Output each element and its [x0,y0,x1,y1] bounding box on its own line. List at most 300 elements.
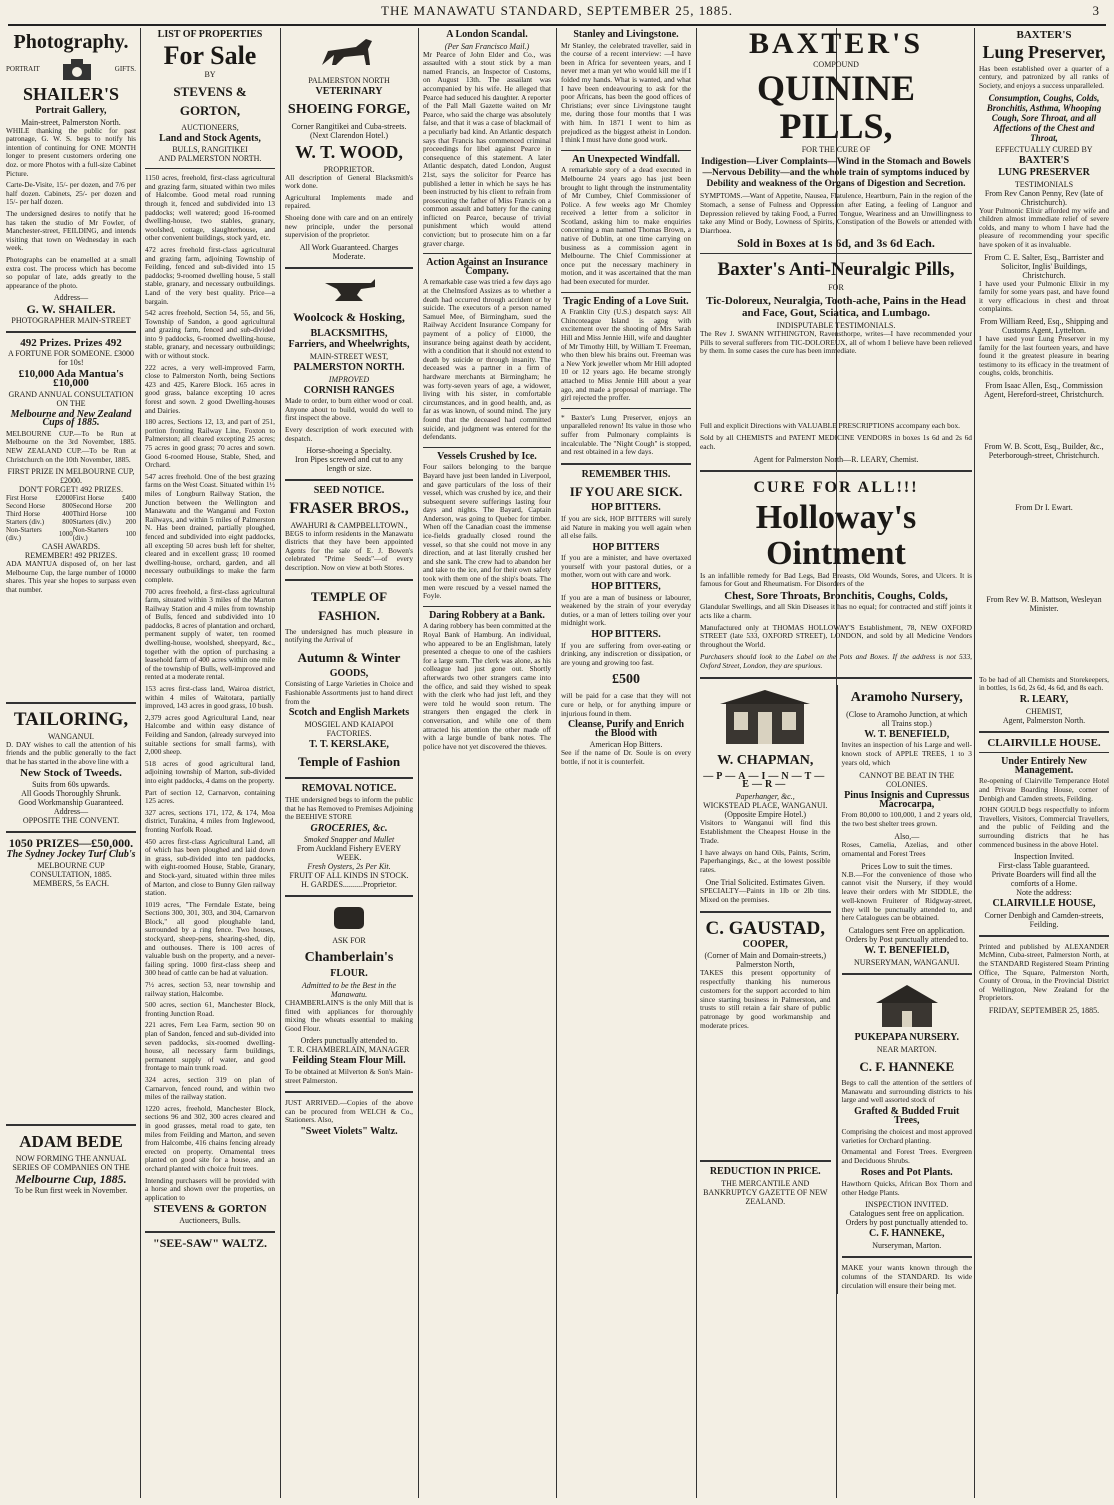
goods-body: Consisting of Large Varieties in Choice and Fashionable Assortments just to hand direct from the [285,679,413,706]
chapman-name: W. CHAPMAN, [717,752,814,768]
removal-body: THE undersigned begs to inform the public that he has Removed to Premises Adjoining the BEEHIVE STORE [285,795,413,822]
reward-amount: £500 [612,672,640,688]
note-address: Note the address: [1016,888,1072,898]
divider [979,731,1109,733]
table-cell: 800 [62,502,73,511]
robbery-body: A daring robbery has been committed at the Royal Bank of Hamburg. An individual, who appeared to be an Englishman, lately presented a cheque to one of the cashiers for a large sum. The clerk was alone, as his colleague had just gone out. Shortly afterwards two other strangers came into the office, and said they wished to speak with the clerk who had just left, and they were told he would soon return. The strangers then engaged the clerk in conversation, and while one of them attracted his attention the other made off with a large bundle of bank notes. The police have not yet discovered the thieves. [423,621,551,751]
property-item: 2,379 acres good Agricultural Land, near Halcombe and within easy distance of Feilding and Sandon, (already surveyed into suitable sections for small farms), with 2,000 sheep. [145,712,275,757]
full-directions: Full and explicit Directions with VALUABLE PRESCRIPTIONS accompany each box. [700,421,961,431]
lung-preserver: Lung Preserver, [982,41,1106,62]
auctioneers: AUCTIONEERS, [181,122,239,132]
chapman-body: Visitors to Wanganui will find this Establishment the Cheapest House in the Trade. [700,818,831,845]
horse-shoeing: Horse-shoeing a Specialty. [306,446,392,456]
also-label: Also,— [894,831,920,841]
factories: FACTORIES. [326,728,372,738]
column-divider [280,28,281,1498]
column-2 [145,28,275,1498]
divider [285,895,413,897]
cornish-body-2: Every description of work executed with despatch. [285,424,413,443]
from-ewart: From Dr I. Ewart. [1015,502,1073,512]
seed-notice: SEED NOTICE. [313,485,385,497]
london-scandal-title: A London Scandal. [446,29,528,40]
chest-sore-throats: Chest, Sore Throats, Bronchitis, Coughs, Colds, [724,590,948,603]
sydney-body-space [6,888,136,1118]
baxter-agent: Agent for Palmerston North—R. LEARY, Chemist. [753,454,919,464]
neuralgic-testimonial: The Rev J. SWANN WITHINGTON, Ravensthorpe, writes—I have recommended your Pills to several sufferers from TIC-DOLOREUX, all of whom I believe have been relieved by them. In some cases the cure has been immediate. [700,328,972,356]
table-cell: First Horse [72,494,105,503]
horse-icon [314,31,384,73]
just-arrived: JUST ARRIVED.—Copies of the above can be procured from WELCH & Co., Stationers. Also, [285,1098,413,1125]
grafted-body: Comprising the choicest and most approved varieties for Orchard planting. [841,1126,972,1145]
prizes-close: FIRST PRIZE IN MELBOURNE CUP, £2000. [7,467,135,486]
table-cell: 200 [125,518,136,527]
divider [285,777,413,779]
nurseryman-marton: Nurseryman, Marton. [872,1241,942,1251]
aramoho-body: Invites an inspection of his Large and well-known stock of APPLE TREES, 1 to 3 years old, which [841,740,972,767]
gallery-notice: The undersigned desires to notify that he has taken the studio of Mr Fowler, of Manchester-street, FEILDING, and intends visiting that town on Wednesday in each week. [6,208,136,253]
see-saw-waltz: "SEE-SAW" WALTZ. [152,1235,268,1250]
proprietor-label: PROPRIETOR. [323,164,375,174]
wood-body-3: Shoeing done with care and on an entirely new principle, under the personal supervision of the proprietor. [285,212,413,240]
col6-lower-left [700,685,831,1294]
tailoring-suits: Suits from 60s upwards. [32,779,110,789]
divider [979,752,1109,753]
palmerston-north-2: PALMERSTON NORTH. [293,361,405,373]
grafted-budded: Grafted & Budded Fruit Trees, [854,1106,960,1127]
column-1 [6,28,136,1498]
divider [285,1091,413,1093]
hop-bitters-2: HOP BITTERS [592,541,660,553]
testimonials-label: TESTIMONIALS [1014,179,1074,189]
hop-body-1: If you are sick, HOP BITTERS will surely aid Nature in making you well again when all else fails. [561,513,691,541]
gallery-addr: Main-street, Palmerston North. [21,117,121,127]
milverton-note: To be obtained at Milverton & Son's Main-street Palmerston. [285,1066,413,1085]
hop-bitters-3: HOP BITTERS, [591,581,661,593]
fraser-body: BEGS to inform residents in the Manawatu districts that they have been appointed Agents for the sale of E. J. Bowen's celebrated "Prime Seeds"—of every description. Now on view at both Stores. [285,528,413,573]
divider [423,447,551,448]
aramoho-sub: (Close to Aramoho Junction, at which all Trains stop.) [846,709,968,728]
blacksmiths: BLACKSMITHS, [310,327,388,339]
divider [285,267,413,269]
removal-notice: REMOVAL NOTICE. [301,783,397,795]
table-cell: Starters (div.) [6,518,45,527]
wickstead-place: WICKSTEAD PLACE, WANGANUI. [703,801,828,811]
windfall-body: A remarkable story of a dead executed in Melbourne 24 years ago has just been brought to light through the instrumentality of Mr Cumbey, Chief Commissioner of Police. A few weeks ago Mr Chomley received a letter from a solicitor in Scotland, asking him to make enquiries concerning a man named Thomas Brown, a native of Dublin, at one time carrying on business as a commission agent in Melbourne. The Chief Commissioner at once put the necessary machinery in motion, and it was ascertained that the man had been executed for murder. [561,165,691,287]
property-item: 327 acres, sections 171, 172, & 174, Moa district, Turakina, 4 miles from Inglewood, fronting Norfolk Road. [145,807,275,834]
gallery-body: WHILE thanking the public for past patronage, G. W. S. begs to notify his intention of continuing for ONE MONTH longer to present customers ordering one doz. or more Photos with a full-size Cabinet Picture. [6,125,136,178]
catalogue-free: Catalogues sent free on application. [849,1209,964,1219]
smoked-snapper: Smoked Snapper and Mullet [303,835,395,845]
tailoring-title: TAILORING, [13,708,129,730]
divider [6,702,136,704]
prizes-dont-forget: DON'T FORGET! 492 PRIZES. [19,485,123,495]
london-scandal-body: Mr Pearce of John Elder and Co., was assaulted with a stout stick by a man named Francis, an Inspector of Customs, on August 13th. The assailant was accompanied by his wife. He alleged that Pearce had seduced his daughter. A reporter of the Pall Mall Gazette waited on Mr Pearce, who said the charge was absolutely false, and that it was a case of blackmail of a peculiarly bad kind. An Atlantic despatch says that Francis has commenced criminal proceedings for libel against Pearce in consequence of this statement. A later Atlantic despatch, dated London, August 21st, says the solicitor for Pearce has published a letter in which he says he has been instructed by his client to refrain from prosecuting the father of Miss Francis on a common assault and battery for the caning inflicted on Pearce, because of trivial punishment which would attend conviction; but to prosecute him on a far graver charge. [423,49,551,248]
property-item: 153 acres first-class land, Wairoa district, within 4 miles of Waitotara, partially improved, 143 acres in good grass, 10 bush. [145,684,275,711]
stanley-body: Mr Stanley, the celebrated traveller, said in the course of a recent interview: —I have been in Africa for seventeen years, and I never met a man yet who would kill me if I folded my hands. What is wanted, and what I have been endeavouring to ask for the poor Africans, has been the good offices of Christians; ever since Livingstone taught me, during those four months that I was with him. In 1871 I went to him as prejudiced as the biggest atheist in London. I think I must have done good work. [561,40,691,145]
wood-body-2: Agricultural Implements made and repaired. [285,192,413,211]
pinus-insignis: Pinus Insignis and Cupressus Macrocarpa, [844,789,970,810]
prices-low: Prices Low to suit the times. [861,861,953,871]
roses-pot-plants: Roses and Pot Plants. [860,1167,953,1179]
gifts-label: GIFTS. [114,64,136,73]
hanneke-name-2: C. F. HANNEKE, [869,1228,945,1240]
ornamental-trees: Ornamental and Forest Trees. Evergreen and Deciduous Shrubs. [841,1147,972,1166]
make-wants-known: MAKE your wants known through the columns of the STANDARD. Its wide circulation will ensure their being met. [841,1263,972,1290]
roses-camelia: Roses, Camelia, Azelias, and other ornamental and Forest Trees [841,839,972,858]
nursery-house-icon [872,981,942,1031]
divider [561,150,691,151]
photo-subrow [6,56,136,82]
property-item: 7½ acres, section 53, near township and railway station, Halcombe. [145,980,275,998]
clairville-house: CLAIRVILLE HOUSE. [987,736,1101,749]
kerslake: T. T. KERSLAKE, [309,738,389,750]
gardes-proprietor: H. GARDES..........Proprietor. [301,880,397,890]
veterinary: VETERINARY [315,86,383,97]
top-rule [8,24,1106,26]
property-item: 547 acres freehold. One of the best grazing farms on the West Coast. Situated within 1½ miles of Longburn Railway Station, the Junction between the Wellington and Manawatu and the Wanganui and Foxton Railways, and within 5 miles of Palmerston N. Has been drained, partially ploughed, fenced and subdivided into eight paddocks, all excepting 50 acres bush left for shelter, cleared and in excellent grass; 10 roomed dwelling-house, orchard, garden, and all necessary outbuildings to make the farm complete. [145,471,275,584]
gaustad-name: C. GAUSTAD, [705,917,825,939]
table-cell: Starters (div.) [72,518,111,527]
chemist-label: CHEMIST, [1025,706,1063,716]
gould-body: JOHN GOULD begs respectfully to inform Travellers, Visitors, Commercial Travellers, and the public of Feilding and the surrounding districts that he has commenced business in the above Hotel. [979,805,1109,849]
property-item: 1019 acres, "The Ferndale Estate, being Sections 300, 301, 303, and 304, Carnarvon Block," all good ploughable land, surrounded by a ring fence. Two houses, stockyard, sheep-pens, shearing-shed, dip, and outhouses. There is 100 acres of valuable bush on the property, and a never-failing spring. 1000 first-class sheep and 300 head of cattle can be had at valuation. [145,899,275,978]
hanneke-name: C. F. HANNEKE [859,1058,955,1074]
flour-label: FLOUR. [330,968,368,980]
divider [423,253,551,254]
tailoring-opposite: OPPOSITE THE CONVENT. [22,815,120,825]
to-be-had: To be had of all Chemists and Storekeepers, in bottles, 1s 6d, 2s 6d, 4s 6d, and 8s each. [979,674,1109,693]
gallery-sub: Portrait Gallery, [35,105,107,116]
ask-for: ASK FOR [332,936,366,946]
quinine-symptoms: SYMPTOMS.—Want of Appetite, Nausea, Flatulence, Heartburn, Pain in the region of the Stomach, a sense of Fulness and Oppression after Eating, a feeling of Languor and Depression relieved by taking Food, a Furred Tongue, Weariness and an Unwillingness to take any Mind or Body, Lowness of Spirits, Constipation of the Bowels or attended with Diarrhoea. [700,191,972,236]
reopening-notice: Re-opening of Clairville Temperance Hotel and Private Boarding House, corner of Denbigh and Camden streets, Feilding. [979,776,1109,803]
divider [979,935,1109,937]
column-divider [556,28,557,1498]
table-cell: Non-Starters (div.) [72,526,109,543]
column-divider [696,28,697,1498]
from-salter: From C. E. Salter, Esq., Barrister and Solicitor, Inglis' Buildings, Christchurch. [984,252,1104,280]
holloways-ointment: Holloway's Ointment [755,498,917,572]
table-cell: 400 [62,510,73,519]
prizes-fortune: A FORTUNE FOR SOMEONE. £3000 for 10s! [8,349,134,368]
american-hop-bitters: American Hop Bitters. [589,740,663,750]
gallery-sign-1: Address— [53,293,89,303]
under-management: Under Entirely New Management. [1001,756,1087,776]
robbery-title: Daring Robbery at a Bank. [429,609,545,621]
wood-name: W. T. WOOD, [295,141,403,162]
property-item: 450 acres first-class Agricultural Land, all of which has been ploughed and laid down in grass, sub-divided into ten paddocks, with eight-roomed House, Stable, Granary, and Stock-yard, situated within three miles of Marton, and close to Bunny Glen railway station. [145,836,275,898]
divider [6,1124,136,1126]
camera-icon [57,56,97,82]
property-item: 500 acres, section 61, Manchester Block, fronting Junction Road. [145,1000,275,1018]
table-cell: Third Horse [6,510,41,519]
hop-bitters-4: HOP BITTERS. [591,629,661,641]
tailoring-goods: All Goods Thoroughly Shrunk. [21,788,121,798]
manager-label: T. R. CHAMBERLAIN, MANAGER [288,1045,410,1055]
photography-title: Photography. [13,31,129,53]
from-allen: From Isaac Allen, Esq., Commission Agent, Hereford-street, Christchurch. [984,380,1104,399]
painter-label: —P—A—I—N—T—E—R— [703,770,828,791]
gallery-note: Photographs can be enamelled at a small extra cost. The process which has become so popular of late, adds greatly to the appearance of the photo. [6,254,136,290]
holloway-manufactured: Manufactured only at THOMAS HOLLOWAY'S Establishment, 78, NEW OXFORD STREET (late 533, OXFORD STREET), LONDON, and sold by all Medicine Vendors throughout the World. [700,622,972,650]
reward-body: will be paid for a case that they will not cure or help, or for anything impure or injurious found in them. [561,691,691,718]
firm-sign-2: Auctioneers, Bulls. [179,1215,241,1225]
chamberlain-body: CHAMBERLAIN'S is the only Mill that is fitted with appliances for thoroughly mixing the wheats essential to making Good Flour. [285,997,413,1033]
lung-preserver-caps: LUNG PRESERVER [998,166,1090,178]
chapman-stock: I have always on hand Oils, Paints, Scrim, Paperhangings, &c., at the lowest possible rates. [700,847,831,875]
table-cell: Second Horse [6,502,46,511]
cannot-be-beat: CANNOT BE BEAT IN THE COLONIES. [859,770,955,789]
admitted-best: Admitted to be the Best in the Manawatu. [301,980,397,999]
tailoring-addr: Address— [53,806,89,816]
near-marton: NEAR MARTON. [876,1044,937,1054]
divider [285,479,413,481]
column-6 [700,28,972,1498]
tailoring-body: D. DAY wishes to call the attention of his friends and the public generally to the fact that he has started in the above line with a [6,739,136,766]
cleanse-purify: Cleanse, Purify and Enrich the Blood with [567,719,685,739]
hanneke-body: Begs to call the attention of the settlers of Manawatu and surrounding districts to his large and well assorted stock of [841,1077,972,1105]
one-trial: One Trial Solicited. Estimates Given. [705,877,826,887]
column-divider [974,28,975,1498]
sydney-members: MEMBERS, 5s EACH. [32,879,109,889]
benefield-name-2: W. T. BENEFIELD, [864,945,950,957]
imprint-date: FRIDAY, SEPTEMBER 25, 1885. [988,1005,1100,1015]
temple-body: The undersigned has much pleasure in notifying the Arrival of [285,626,413,645]
holloway-body-2: Glandular Swellings, and all Skin Diseases it has no equal; for contracted and stiff joints it acts like a charm. [700,601,972,620]
adam-bede-title: ADAM BEDE [19,1132,123,1152]
cornish-body: Made to order, to burn either wood or coal. Anyone about to build, would do well to first inspect the above. [285,396,413,423]
table-cell: £400 [122,494,136,503]
tailoring-guarantee: Good Workmanship Guaranteed. [18,797,124,807]
inspection-invited: INSPECTION INVITED. [865,1200,949,1210]
remember-this: REMEMBER THIS. [581,468,671,480]
masthead-title: THE MANAWATU STANDARD, SEPTEMBER 25, 1885. [381,3,733,18]
baxters-heading: BAXTER'S [748,28,924,60]
property-item: 472 acres freehold first-class agricultural and grazing farm, adjoining Township of Feilding, fenced and sub-divided into 15 paddocks; 9-roomed dwelling house, 5 stall stable, granary, and necessary outbuildings. Land of the very best quality. Price—a bargain. [145,244,275,306]
flour-sack-icon [324,903,374,933]
clairville-house-2: CLAIRVILLE HOUSE, [992,898,1096,910]
prizes-title: 492 Prizes. Prizes 492 [20,336,122,349]
compound-label: COMPOUND [813,60,859,69]
mercantile-gazette: THE MERCANTILE AND BANKRUPTCY GAZETTE OF NEW ZEALAND. [703,1178,828,1206]
property-item: 222 acres, a very well-improved Farm, close to Palmerston North, being Sections 423 and 425, Karere Block. 165 acres in good grass, balance excepting 10 acres forest and sown. 2 good Dwelling-houses and Dairies. [145,362,275,415]
fruit-label: FRUIT OF ALL KINDS IN STOCK. [289,871,409,881]
property-list [145,174,275,1173]
palmerston-north: PALMERSTON NORTH [308,76,390,85]
remember-prizes: REMEMBER! 492 PRIZES. [24,551,118,561]
tragic-title: Tragic Ending of a Love Suit. [563,295,689,307]
divider [145,168,275,169]
snapper-sub: From Auckland Fishery EVERY WEEK. [296,844,402,863]
firm-sign: STEVENS & GORTON [153,1203,267,1216]
fresh-oysters: Fresh Oysters, 2s Per Kit. [307,862,391,872]
property-item: 1150 acres, freehold, first-class agricultural and grazing farm, situated within two miles of Halcombe. Good metal road running through it, fenced and subdivided into 13 paddocks; well watered; good 16-roomed dwelling-house, two stables, granary, woolshed, cottage, slaughterhouse, and other convenient buildings, stock yard, etc. [145,173,275,243]
divider [6,331,136,333]
chapman-specialty: SPECIALTY—Paints in 1lb or 2lb tins. Mixed on the premises. [700,885,831,904]
hop-body-3: If you are a man of business or labourer, weakened by the strain of your everyday duties, or a man of letters toiling over your midnight work. [561,592,691,628]
leary-name: R. LEARY, [1019,694,1069,706]
hop-bitters-1: HOP BITTERS. [591,502,661,514]
for-label: FOR [828,282,844,292]
cornish-ranges: CORNISH RANGES [303,384,395,396]
sold-in-boxes: Sold in Boxes at 1s 6d, and 3s 6d Each. [737,235,935,250]
palmerston-label: AND PALMERSTON NORTH. [158,154,262,164]
nursery-nb: N.B.—For the convenience of those who cannot visit the Nursery, if they would leave their orders with Mr SIDDLE, the well-known Fruiterer of Ridgway-street, they will be punctually attended to, and here Catalogues can be obtained. [841,869,972,923]
gallery-sign-2: G. W. SHAILER. [26,302,116,317]
for-the-cure: FOR THE CURE OF [801,145,871,154]
tailoring-new-stock: New Stock of Tweeds. [20,767,122,780]
consumption-list: Consumption, Coughs, Colds, Bronchitis, Asthma, Whooping Cough, Sore Throat, and all Affections of the Chest and Throat, [986,93,1102,144]
fraser-bros: FRASER BROS., [289,499,409,517]
portrait-label: PORTRAIT [6,64,40,73]
table-row [6,494,136,502]
bulls-label: BULLS, RANGITIKEI [172,145,248,155]
sydney-club: The Sydney Jockey Turf Club's [6,848,136,860]
ada-notice: ADA MANTUA disposed of, on her last Melbourne Cup, the large number of 10000 shares. This year she hopes to surpass even that number. [6,559,136,594]
adam-bede-run: To be Run first week in November. [14,1185,128,1195]
orders-attended: Orders punctually attended to. [300,1036,398,1046]
lungs-note: * Baxter's Lung Preserver, enjoys an unparalleled renown! Its value in those who suffer from Pulmonary complaints is incalculable. The "Night Cough" is stopped, and rest obtained in a few days. [561,412,691,457]
mosgiel-kaiapoi: MOSGIEL AND KAIAPOI [304,719,394,729]
column-4 [423,28,551,1498]
tic-doloreux: Tic-Doloreux, Neuralgia, Tooth-ache, Pains in the Head and Face, Gout, Sciatica, and Lumbago. [706,294,966,319]
table-cell: Third Horse [72,510,107,519]
table-cell: 100 [125,530,136,539]
divider [842,1256,973,1258]
benefield-name: W. T. BENEFIELD, [864,728,950,740]
improved-label: IMPROVED [328,374,370,384]
property-item: 221 acres, Fern Lea Farm, section 90 on plan of Sandon, fenced and sub-divided into seven paddocks, six-roomed dwelling-house, all necessary farm buildings, permanent supply of water, and good frontage to main trunk road. [145,1020,275,1073]
prizes-main: £10,000 Ada Mantua's £10,000 [18,368,124,390]
sydney-sub: MELBOURNE CUP CONSULTATION, 1885. [30,861,112,880]
page-number: 3 [1092,3,1100,18]
by-label: BY [204,69,216,79]
stanley-title: Stanley and Livingstone. [573,29,679,40]
first-class-table: First-class Table guaranteed. [998,861,1090,871]
aramoho-nursery: Aramoho Nursery, [850,689,963,705]
column-3 [285,28,413,1498]
sweet-violets-waltz: "Sweet Violets" Waltz. [300,1125,398,1137]
shailer-title: SHAILER'S [22,84,120,104]
property-item: 700 acres freehold, a first-class agricultural farm, situated within 3 miles of the Marton Railway Station and 4 miles from township of Bulls, fenced and subdivided into 10 paddocks, 8 acres of plantation and orchard, permanent supply of water, ten roomed dwelling-house, woolshed, sheepyard, &c., together with the option of purchasing a leasehold farm of 400 acres within one mile of the township of Bulls, well-improved and rented at a moderate rental. [145,586,275,682]
forge-address: Corner Rangitikei and Cuba-streets. (Next Clarendon Hotel.) [291,121,407,140]
gallery-sign-3: PHOTOGRAPHER MAIN-STREET [11,315,131,325]
testimonial-3: I have used your Lung Preserver in my family for the last fourteen years, and have found it the greatest pleasure in bearing testimony to its efficacy in the treatment of coughs, colds, bronchitis. [979,333,1109,378]
property-item: 542 acres freehold, Section 54, 55, and 56, Township of Sandon, a good agricultural and grazing farm, fenced and sub-divided into 9 paddocks, 6-roomed dwelling-house, stable, granary, and necessary outbuildings; with or without stock. [145,308,275,361]
property-item: 518 acres of good agricultural land, adjoining township of Marton, sub-divided into eight paddocks, 4 dams on the property. [145,758,275,785]
catalogues-sent: Catalogues sent Free on application. [848,926,965,936]
from-rev-penny: From Rev Canon Penny, Rev (late of Christchurch). [984,188,1104,207]
lung-body: Has been established over a quarter of a century, and patronized by all ranks of Society, and enjoys a success unparalleled. [979,63,1109,90]
divider [561,463,691,465]
column-divider [140,28,141,1498]
land-stock-agents: Land and Stock Agents, [159,132,261,144]
divider [6,831,136,833]
cash-awards: CASH AWARDS. [41,542,101,552]
property-item: 180 acres, Sections 12, 13, and part of 251, portion fronting Railway Line, Foxton to Palmerston; all cleared excepting 25 acres; 75 acres in good grass; 70 acres and sown. Good 6-roomed House, Stable, Shed, and Orchard. [145,417,275,470]
private-boarders: Private Boarders will find all the comforts of a Home. [991,870,1097,889]
col6-lower [700,685,972,1294]
sydney-title: 1050 PRIZES—£50,000. [8,835,134,850]
adam-bede-sub: NOW FORMING THE ANNUAL SERIES OF COMPANIES ON THE [12,1154,130,1173]
list-head: LIST OF PROPERTIES [157,29,263,40]
prize-table [6,494,136,542]
divider [700,253,972,254]
windfall-title: An Unexpected Windfall. [572,153,680,165]
from-scott: From W. B. Scott, Esq., Builder, &c., Peterborough-street, Christchurch. [984,441,1104,460]
prizes-cups: Melbourne and New Zealand Cups of 1885. [10,408,132,429]
divider [145,1231,275,1233]
nurseryman-wanganui: NURSERYMAN, WANGANUI. [854,958,960,968]
table-row [6,502,136,510]
orders-by-post: Orders by Post punctually attended to. [845,935,969,945]
iron-pipes: Iron Pipes screwed and cut to any length or size. [295,455,403,474]
for-sale: For Sale [163,40,257,70]
anti-neuralgic-pills: Baxter's Anti-Neuralgic Pills, [717,258,955,280]
intending-purchasers: Intending purchasers will be provided with a horse and shown over the properties, on application to [145,1175,275,1202]
opposite-empire: (Opposite Empire Hotel.) [724,810,807,820]
chamberlains: Chamberlain's [304,950,394,966]
if-you-are-sick: IF YOU ARE SICK. [569,484,683,500]
table-cell: £2000 [55,494,73,503]
gallery-prices: Carte-De-Visite, 15/- per dozen, and 7/6 per half dozen. Cabinets, 25/- per dozen and 15/- per half dozen. [6,180,136,207]
main-street-west: MAIN-STREET WEST, [309,351,389,361]
col6-lower-right [837,685,973,1294]
cure-for-all: CURE FOR ALL!!! [753,478,919,496]
divider [842,973,973,975]
quinine-ills: Indigestion—Liver Complaints—Wind in the Stomach and Bowels—Nervous Debility—and the whole train of symptoms induced by Debility and weakness of the Organs of Digestion and Secretion. [701,157,971,189]
wood-body-4: All Work Guaranteed. Charges Moderate. [299,242,399,261]
table-cell: First Horse [6,494,38,503]
table-row [6,510,136,518]
column-divider [418,28,419,1498]
sold-by-chemists: Sold by all CHEMISTS and PATENT MEDICINE VENDORS in boxes 1s 6d and 2s 6d each. [700,432,972,451]
temple-of-fashion: TEMPLE OF FASHION. [310,588,388,623]
testimonial-1: Your Pulmonic Elixir afforded my wife and children almost immediate relief of severe colds, and many to whom I have had the pleasure of recommending your specific have spoken of it as invaluable. [979,205,1109,249]
divider [700,470,972,472]
orders-by-post-2: Orders by post punctually attended to. [845,1218,968,1228]
table-cell: 800 [62,518,73,527]
table-row [6,526,136,542]
pinus-body: From 80,000 to 100,000, 1 and 2 years old, the two best shelter trees grown. [841,810,972,829]
anvil-icon [319,275,379,305]
gaustad-body: TAKES this present opportunity of respectfully thanking his numerous customers for the support accorded to him since starting business in Palmerston, and trusts to still retain a fair share of public patronage by good workmanship and moderate prices. [700,968,831,1031]
gaustad-address: (Corner of Main and Domain-streets,) Palmerston North, [704,951,827,970]
table-cell: Second Horse [72,502,112,511]
paperhanger: Paperhanger, &c., [735,792,795,802]
property-item: 1220 acres, freehold, Manchester Block, sections 96 and 302, 300 acres cleared and in good grasses, metal road to gate, ten miles from Feilding and Marton, and seven from Halcombe, 416 chains fencing already erected on property. Ornamental trees planted on good site for a house, and an orchard planted with choice fruit trees. [145,1103,275,1173]
london-scandal-src: (Per San Francisco Mail.) [444,41,530,51]
divider [285,579,413,581]
reduction-in-price: REDUCTION IN PRICE. [709,1165,821,1177]
testimonial-2: I have used your Pulmonic Elixir in my family for some years past, and have found it very efficacious in chest and throat complaints. [979,278,1109,314]
divider [561,292,691,293]
feilding-mill: Feilding Steam Flour Mill. [292,1055,406,1067]
printed-published: Printed and published by ALEXANDER McMinn, Cuba-street, Palmerston North, at the STANDARD Registered Steam Printing Office, The Square, Palmerston North, County of Oroua, in the Provincial District of Wellington, New Zealand for the Proprietors. [979,941,1109,1003]
tailoring-town: WANGANUI. [48,731,94,741]
column-5 [561,28,691,1498]
prizes-sub: GRAND ANNUAL CONSULTATION ON THE [8,389,134,408]
table-cell: 200 [125,502,136,511]
from-reed: From William Reed, Esq., Shipping and Customs Agent, Lyttelton. [980,316,1108,335]
masthead [0,0,1114,22]
holloway-purchasers: Purchasers should look to the Label on the Pots and Boxes. If the address is not 533, Oxford Street, London, they are spurious. [700,651,972,670]
indisputable-testimonials: INDISPUTABLE TESTIMONIALS. [776,320,896,330]
insurance-title: Action Against an Insurance Company. [426,257,548,277]
adam-bede-cup: Melbourne Cup, 1885. [15,1172,127,1187]
firm-name: STEVENS & GORTON, [173,83,247,118]
baxters-lung-heading: BAXTER'S [1016,29,1072,41]
